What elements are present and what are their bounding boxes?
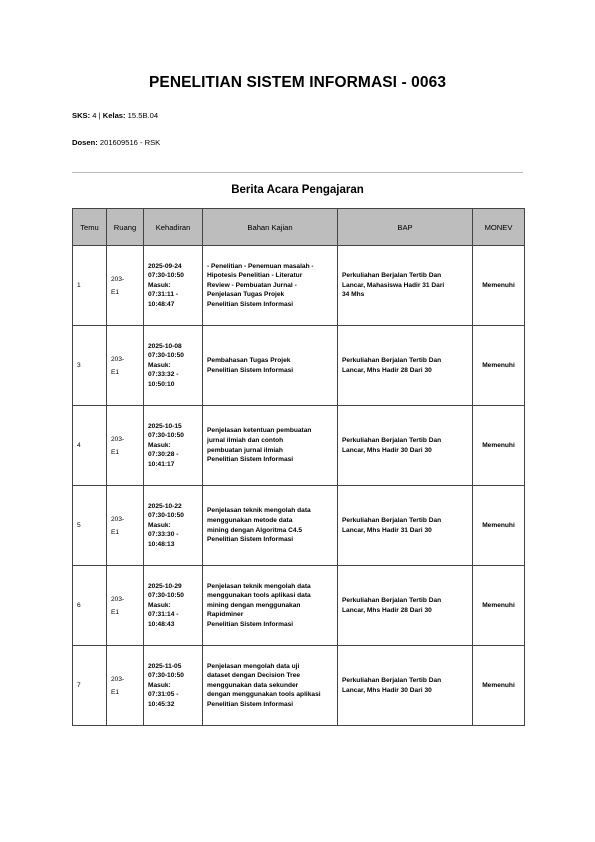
cell-kehadiran: 2025-10-29 07:30-10:50 Masuk: 07:31:14 - 10:48:43 <box>144 566 203 646</box>
cell-bap: Perkuliahan Berjalan Tertib Dan Lancar, Mhs Hadir 31 Dari 30 <box>338 486 473 566</box>
cell-temu: 3 <box>73 326 107 406</box>
cell-ruang: 203- E1 <box>107 566 144 646</box>
cell-ruang: 203- E1 <box>107 486 144 566</box>
cell-bap: Perkuliahan Berjalan Tertib Dan Lancar, Mhs Hadir 30 Dari 30 <box>338 646 473 726</box>
kelas-label: Kelas: <box>102 111 126 120</box>
cell-monev: Memenuhi <box>473 326 525 406</box>
table-row <box>73 246 525 326</box>
cell-bap: Perkuliahan Berjalan Tertib Dan Lancar, Mahasiswa Hadir 31 Dari 34 Mhs <box>338 246 473 326</box>
kelas-value: 15.5B.04 <box>127 111 159 120</box>
table-row <box>73 406 525 486</box>
cell-monev: Memenuhi <box>473 246 525 326</box>
cell-bap: Perkuliahan Berjalan Tertib Dan Lancar, Mhs Hadir 28 Dari 30 <box>338 326 473 406</box>
cell-kehadiran: 2025-11-05 07:30-10:50 Masuk: 07:31:05 - 10:45:32 <box>144 646 203 726</box>
teaching-record-table <box>72 208 525 726</box>
dosen-value: 201609516 - RSK <box>99 138 161 147</box>
cell-temu: 1 <box>73 246 107 326</box>
header-temu: Temu <box>73 209 107 246</box>
table-row <box>73 566 525 646</box>
course-meta <box>72 111 158 120</box>
meta-separator: | <box>98 111 101 120</box>
cell-temu: 4 <box>73 406 107 486</box>
header-ruang: Ruang <box>107 209 144 246</box>
cell-bahan-kajian: Penjelasan teknik mengolah data menggunakan metode data mining dengan Algoritma C4.5 Penelitian Sistem Informasi <box>203 486 338 566</box>
sks-label: SKS: <box>72 111 91 120</box>
divider <box>72 172 523 173</box>
header-bahan-kajian: Bahan Kajian <box>203 209 338 246</box>
cell-kehadiran: 2025-09-24 07:30-10:50 Masuk: 07:31:11 - 10:48:47 <box>144 246 203 326</box>
cell-temu: 5 <box>73 486 107 566</box>
cell-monev: Memenuhi <box>473 566 525 646</box>
cell-bap: Perkuliahan Berjalan Tertib Dan Lancar, Mhs Hadir 30 Dari 30 <box>338 406 473 486</box>
cell-kehadiran: 2025-10-15 07:30-10:50 Masuk: 07:30:28 - 10:41:17 <box>144 406 203 486</box>
cell-temu: 7 <box>73 646 107 726</box>
header-monev: MONEV <box>473 209 525 246</box>
cell-kehadiran: 2025-10-08 07:30-10:50 Masuk: 07:33:32 - 10:50:10 <box>144 326 203 406</box>
cell-monev: Memenuhi <box>473 486 525 566</box>
table-row <box>73 326 525 406</box>
cell-ruang: 203- E1 <box>107 406 144 486</box>
table-row <box>73 486 525 566</box>
header-kehadiran: Kehadiran <box>144 209 203 246</box>
cell-bahan-kajian: Pembahasan Tugas Projek Penelitian Sistem Informasi <box>203 326 338 406</box>
cell-ruang: 203- E1 <box>107 326 144 406</box>
cell-bahan-kajian: Penjelasan ketentuan pembuatan jurnal ilmiah dan contoh pembuatan jurnal ilmiah Penelitian Sistem Informasi <box>203 406 338 486</box>
cell-bahan-kajian: - Penelitian - Penemuan masalah - Hipotesis Penelitian - Literatur Review - Pembuatan Jurnal - Penjelasan Tugas Projek Penelitian Sistem Informasi <box>203 246 338 326</box>
cell-bap: Perkuliahan Berjalan Tertib Dan Lancar, Mhs Hadir 28 Dari 30 <box>338 566 473 646</box>
table-header-row <box>73 209 525 246</box>
cell-ruang: 203- E1 <box>107 646 144 726</box>
header-bap: BAP <box>338 209 473 246</box>
sks-value: 4 <box>92 111 97 120</box>
cell-ruang: 203- E1 <box>107 246 144 326</box>
cell-temu: 6 <box>73 566 107 646</box>
cell-bahan-kajian: Penjelasan mengolah data uji dataset dengan Decision Tree menggunakan data sekunder dengan menggunakan tools aplikasi Penelitian Sistem Informasi <box>203 646 338 726</box>
page-title: PENELITIAN SISTEM INFORMASI - 0063 <box>148 74 447 91</box>
table-row <box>73 646 525 726</box>
cell-bahan-kajian: Penjelasan teknik mengolah data menggunakan tools aplikasi data mining dengan menggunakan Rapidminer Penelitian Sistem Informasi <box>203 566 338 646</box>
lecturer-meta <box>72 138 160 147</box>
cell-monev: Memenuhi <box>473 646 525 726</box>
cell-kehadiran: 2025-10-22 07:30-10:50 Masuk: 07:33:30 - 10:48:13 <box>144 486 203 566</box>
cell-monev: Memenuhi <box>473 406 525 486</box>
section-title: Berita Acara Pengajaran <box>231 184 364 196</box>
dosen-label: Dosen: <box>72 138 98 147</box>
